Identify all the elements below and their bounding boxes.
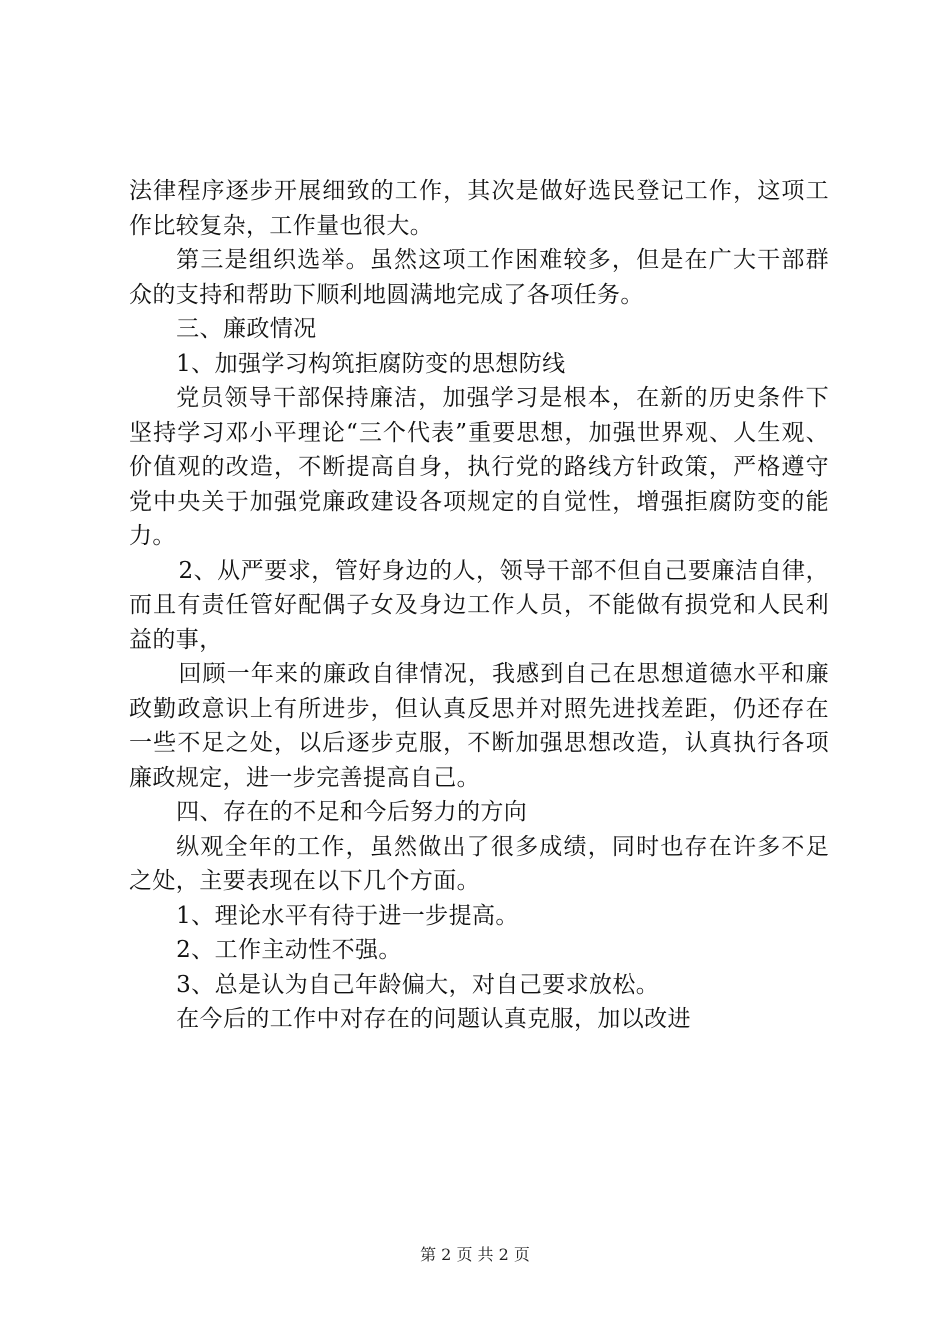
heading-integrity-situation: 三、廉政情况	[176, 316, 317, 342]
list-item-theory-level: 1、理论水平有待于进一步提高。	[176, 902, 519, 929]
page-footer: 第 2 页 共 2 页	[420, 1245, 530, 1264]
paragraph-party-cadres-study: 党员领导干部保持廉洁，加强学习是根本，在新的历史条件下坚持学习邓小平理论“三个代表”重要思想，加强世界观、人生观、价值观的改造，不断提高自身，执行党的路线方针政策，严格遵守党中央关于加强党廉政建设各项规定的自觉性，增强拒腐防变的能力。	[129, 385, 829, 549]
heading-shortcomings-direction: 四、存在的不足和今后努力的方向	[176, 799, 528, 825]
paragraph-strict-requirements: 2、从严要求，管好身边的人，领导干部不但自己要廉洁自律，而且有责任管好配偶子女及身边工作人员，不能做有损党和人民利益的事，	[129, 557, 829, 653]
paragraph-self-review: 回顾一年来的廉政自律情况，我感到自己在思想道德水平和廉政勤政意识上有所进步，但认真反思并对照先进找差距，仍还存在一些不足之处，以后逐步克服，不断加强思想改造，认真执行各项廉政规定，进一步完善提高自己。	[129, 661, 829, 791]
paragraph-legal-procedure: 法律程序逐步开展细致的工作，其次是做好选民登记工作，这项工作比较复杂，工作量也很大。	[129, 178, 829, 239]
subheading-strengthen-study: 1、加强学习构筑拒腐防变的思想防线	[176, 350, 566, 377]
paragraph-future-improvement: 在今后的工作中对存在的问题认真克服，加以改进	[176, 1006, 691, 1032]
document-body	[129, 174, 829, 1037]
paragraph-organize-election: 第三是组织选举。虽然这项工作困难较多，但是在广大干部群众的支持和帮助下顺利地圆满地完成了各项任务。	[129, 247, 829, 308]
list-item-initiative: 2、工作主动性不强。	[176, 937, 402, 963]
paragraph-year-overview: 纵观全年的工作，虽然做出了很多成绩，同时也存在许多不足之处，主要表现在以下几个方面。	[129, 833, 829, 894]
list-item-age: 3、总是认为自己年龄偏大，对自己要求放松。	[176, 971, 660, 998]
